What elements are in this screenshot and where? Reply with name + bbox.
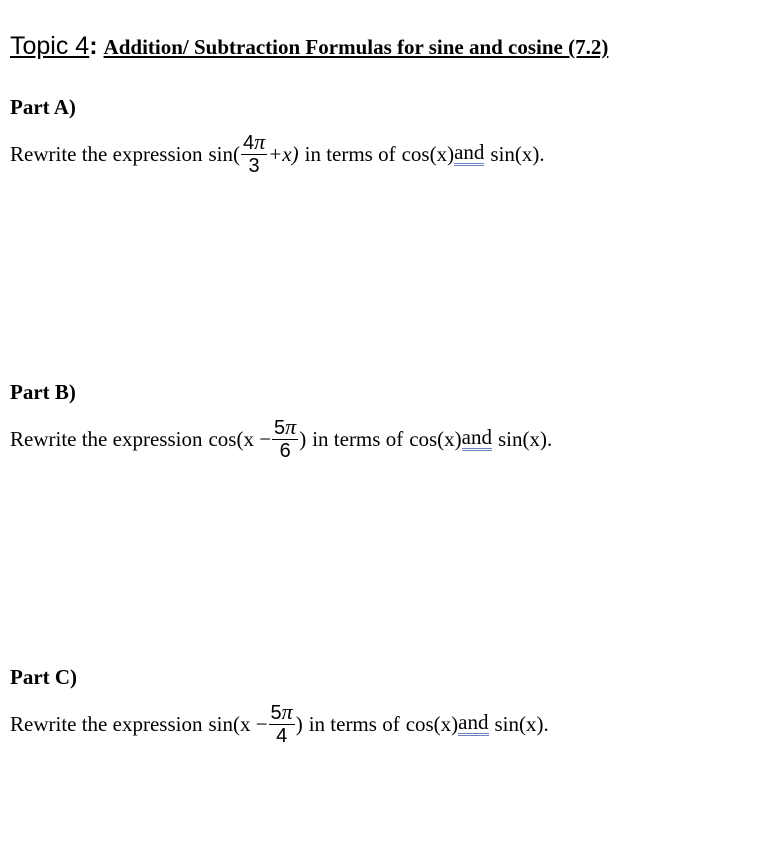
problem-prompt: Rewrite the expression [10, 711, 203, 736]
and-word: and [458, 710, 489, 734]
and-word: and [461, 425, 492, 449]
part-a-problem [10, 124, 545, 184]
fraction-numerator: 5π [270, 699, 293, 724]
cos-term: cos(x) [401, 141, 455, 166]
expression-end: ) [299, 426, 307, 451]
problem-prompt: Rewrite the expression [10, 426, 203, 451]
part-a-heading: Part A) [10, 95, 76, 119]
fraction-denominator: 4 [276, 725, 288, 747]
expression-start: sin( [208, 141, 240, 166]
terms-phrase: in terms of [308, 711, 400, 736]
part-b-problem [10, 409, 552, 469]
expression-end: +x) [268, 141, 299, 166]
fraction [269, 701, 295, 747]
topic-subtitle: Addition/ Subtraction Formulas for sine and cosine (7.2) [103, 35, 609, 59]
expression-end: ) [295, 711, 303, 736]
sin-term: sin(x). [494, 711, 549, 736]
fraction-numerator: 5π [274, 414, 297, 439]
topic-colon: : [89, 32, 98, 60]
sin-term: sin(x). [490, 141, 545, 166]
cos-term: cos(x) [409, 426, 462, 451]
fraction-denominator: 6 [279, 440, 291, 462]
part-b-heading: Part B) [10, 380, 76, 404]
document-title [10, 34, 608, 59]
expression-start: cos(x − [208, 426, 272, 451]
fraction-denominator: 3 [248, 155, 260, 177]
cos-term: cos(x) [405, 711, 459, 736]
fraction [272, 416, 298, 462]
part-c-heading: Part C) [10, 665, 78, 689]
expression-start: sin(x − [208, 711, 268, 736]
fraction [241, 131, 267, 177]
part-c-problem [10, 694, 549, 754]
problem-prompt: Rewrite the expression [10, 141, 203, 166]
sin-term: sin(x). [498, 426, 553, 451]
and-word: and [454, 140, 485, 164]
fraction-numerator: 4π [242, 129, 266, 154]
terms-phrase: in terms of [304, 141, 396, 166]
topic-label: Topic 4 [10, 32, 90, 60]
terms-phrase: in terms of [312, 426, 404, 451]
